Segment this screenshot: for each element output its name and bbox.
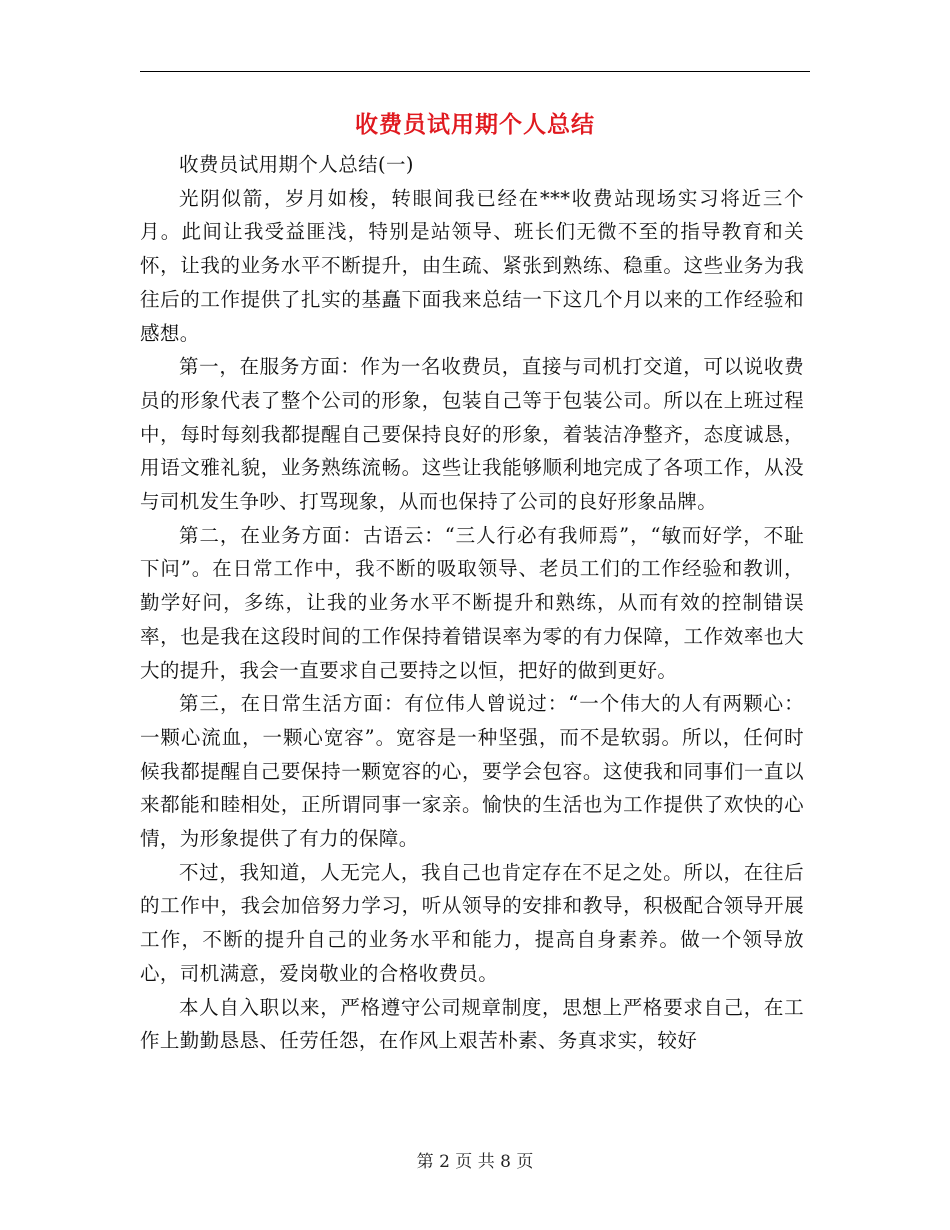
page-number: 第 2 页 共 8 页 <box>416 1152 534 1172</box>
header-rule <box>140 71 810 72</box>
body-paragraph: 光阴似箭，岁月如梭，转眼间我已经在***收费站现场实习将近三个月。此间让我受益匪浅，特别是站领导、班长们无微不至的指导教育和关怀，让我的业务水平不断提升，由生疏、紧张到熟练、稳重。这些业务为我往后的工作提供了扎实的基矗下面我来总结一下这几个月以来的工作经验和感想。 <box>140 186 804 345</box>
body-paragraph: 第二，在业务方面：古语云：“三人行必有我师焉”，“敏而好学，不耻下问”。在日常工作中，我不断的吸取领导、老员工们的工作经验和教训，勤学好问，多练，让我的业务水平不断提升和熟练，从而有效的控制错误率，也是我在这段时间的工作保持着错误率为零的有力保障，工作效率也大大的提升，我会一直要求自己要持之以恒，把好的做到更好。 <box>140 523 804 682</box>
document-title: 收费员试用期个人总结 <box>355 111 595 138</box>
subtitle-paragraph: 收费员试用期个人总结(一) <box>179 153 414 176</box>
body-paragraph: 不过，我知道，人无完人，我自己也肯定存在不足之处。所以，在往后的工作中，我会加倍努力学习，听从领导的安排和教导，积极配合领导开展工作，不断的提升自己的业务水平和能力，提高自身素养。做一个领导放心，司机满意，爱岗敬业的合格收费员。 <box>140 860 804 985</box>
body-paragraph: 第一，在服务方面：作为一名收费员，直接与司机打交道，可以说收费员的形象代表了整个公司的形象，包装自己等于包装公司。所以在上班过程中，每时每刻我都提醒自己要保持良好的形象，着装洁净整齐，态度诚恳，用语文雅礼貌，业务熟练流畅。这些让我能够顺利地完成了各项工作，从没与司机发生争吵、打骂现象，从而也保持了公司的良好形象品牌。 <box>140 355 804 514</box>
body-paragraph: 本人自入职以来，严格遵守公司规章制度，思想上严格要求自己，在工作上勤勤恳恳、任劳任怨，在作风上艰苦朴素、务真求实，较好 <box>140 995 804 1053</box>
document-body <box>140 148 804 1058</box>
body-paragraph: 第三，在日常生活方面：有位伟人曾说过：“一个伟大的人有两颗心：一颗心流血，一颗心宽容”。宽容是一种坚强，而不是软弱。所以，任何时候我都提醒自己要保持一颗宽容的心，要学会包容。这使我和同事们一直以来都能和睦相处，正所谓同事一家亲。愉快的生活也为工作提供了欢快的心情，为形象提供了有力的保障。 <box>140 692 804 851</box>
